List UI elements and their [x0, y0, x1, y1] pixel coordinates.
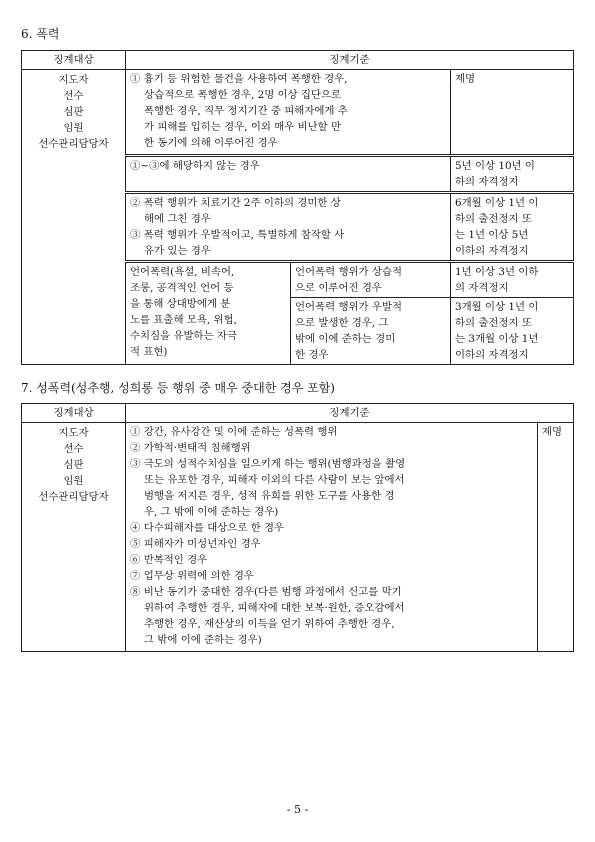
penalty-cell	[451, 262, 574, 298]
penalty-line: 이하의 자격정지	[455, 245, 529, 257]
criteria-line: ①~③에 해당하지 않는 경우	[130, 160, 260, 172]
criteria-line: 우, 그 밖에 이에 준하는 경우)	[144, 506, 279, 518]
criteria-cell	[126, 70, 451, 156]
criteria-line: 또는 유포한 경우, 피해자 이외의 다른 사람이 보는 앞에서	[144, 474, 405, 486]
sexual-violence-table	[21, 403, 574, 652]
section-7-heading: 7. 성폭력(성추행, 성희롱 등 행위 중 매우 중대한 경우 포함)	[21, 381, 335, 395]
criteria-line: ⑧ 비난 동기가 중대한 경우(다른 범행 과정에서 신고를 막기	[130, 586, 402, 598]
penalty-line: 의 자격정지	[455, 282, 509, 294]
criteria-line: 으로 발생한 경우, 그	[295, 317, 389, 329]
header-target: 징계대상	[22, 404, 126, 423]
page-number: - 5 -	[286, 803, 309, 816]
header-criteria: 징계기준	[126, 404, 574, 423]
target-item: 선수관리담당자	[38, 138, 109, 150]
violence-header-row	[22, 51, 574, 70]
penalty-line: 6개월 이상 1년 이	[455, 197, 539, 209]
criteria-line: ③ 극도의 성적수치심을 일으키게 하는 행위(범행과정을 촬영	[130, 458, 406, 470]
criteria-line: 밖에 이에 준하는 경미	[295, 333, 396, 345]
criteria-line: ④ 다수피해자를 대상으로 한 경우	[130, 522, 285, 534]
criteria-line: ② 가학적·변태적 침해행위	[130, 442, 251, 454]
penalty-cell	[451, 156, 574, 193]
target-item: 심판	[63, 459, 84, 471]
criteria-line: ⑥ 반복적인 경우	[130, 554, 208, 566]
target-item: 선수	[63, 90, 84, 102]
penalty-line: 이하의 자격정지	[455, 349, 529, 361]
target-item: 지도자	[58, 74, 89, 86]
criteria-cell	[126, 193, 451, 262]
criteria-line: ③ 폭력 행위가 우발적이고, 특별하게 참작할 사	[130, 229, 345, 241]
violence-table	[21, 50, 574, 365]
criteria-cell	[291, 262, 451, 298]
criteria-line: ⑦ 업무상 위력에 의한 경우	[130, 570, 254, 582]
verbal-line: 수치심을 유발하는 자극	[130, 330, 237, 342]
penalty-line: 하의 자격정지	[455, 176, 519, 188]
sexual-violence-header-row	[22, 404, 574, 423]
sexual-violence-targets-cell	[22, 423, 126, 652]
section-6-heading: 6. 폭력	[21, 27, 60, 41]
target-item: 심판	[63, 106, 84, 118]
violence-targets-cell	[22, 70, 126, 365]
header-target: 징계대상	[22, 51, 126, 70]
target-item: 임원	[63, 122, 84, 134]
penalty-line: 는 3개월 이상 1년	[455, 333, 539, 345]
header-criteria: 징계기준	[126, 51, 574, 70]
criteria-line: 상습적으로 폭행한 경우, 2명 이상 집단으로	[144, 89, 342, 101]
verbal-line: 적 표현)	[130, 346, 168, 358]
verbal-line: 언어폭력(욕설, 비속어,	[130, 266, 235, 278]
penalty-cell	[451, 193, 574, 262]
penalty-line: 5년 이상 10년 이	[455, 160, 535, 172]
violence-row-1	[22, 70, 574, 156]
verbal-line: 을 통해 상대방에게 분	[130, 298, 231, 310]
penalty-line: 1년 이상 3년 이하	[455, 266, 539, 278]
penalty-line: 3개월 이상 1년 이	[455, 301, 539, 313]
target-item: 임원	[63, 475, 84, 487]
verbal-line: 조롱, 공격적인 언어 등	[130, 282, 234, 294]
criteria-line: 언어폭력 행위가 상습적	[295, 266, 402, 278]
verbal-violence-cell	[126, 262, 291, 365]
penalty-cell	[451, 298, 574, 365]
criteria-line: 유가 있는 경우	[144, 245, 211, 257]
criteria-line: 그 밖에 이에 준하는 경우)	[144, 634, 262, 646]
penalty-line: 하의 출전정지 또	[455, 213, 532, 225]
sexual-violence-row	[22, 423, 574, 652]
criteria-line: 언어폭력 행위가 우발적	[295, 301, 402, 313]
criteria-line: ① 강간, 유사강간 및 이에 준하는 성폭력 행위	[130, 426, 338, 438]
sexual-violence-criteria-cell	[126, 423, 538, 652]
criteria-line: ① 흉기 등 위험한 물건을 사용하여 폭행한 경우,	[130, 73, 348, 85]
penalty-line: 는 1년 이상 5년	[455, 229, 529, 241]
verbal-line: 노를 표출해 모욕, 위협,	[130, 314, 237, 326]
criteria-line: ② 폭력 행위가 치료기간 2주 이하의 경미한 상	[130, 197, 341, 209]
target-item: 선수관리담당자	[38, 491, 109, 503]
criteria-line: 으로 이루어진 경우	[295, 282, 382, 294]
criteria-line: 폭행한 경우, 직무 정지기간 중 피해자에게 추	[144, 105, 348, 117]
criteria-line: 한 경우	[295, 349, 329, 361]
penalty-cell: 제명	[451, 70, 574, 156]
penalty-cell: 제명	[538, 423, 574, 652]
criteria-line: 추행한 경우, 재산상의 이득을 얻기 위하여 추행한 경우,	[144, 618, 395, 630]
criteria-line: 한 동기에 의해 이루어진 경우	[144, 137, 278, 149]
criteria-line: 가 피해를 입히는 경우, 이외 매우 비난할 만	[144, 121, 342, 133]
target-item: 지도자	[58, 427, 89, 439]
criteria-line: 위하여 추행한 경우, 피해자에 대한 보복·원한, 증오감에서	[144, 602, 405, 614]
penalty-line: 하의 출전정지 또	[455, 317, 532, 329]
target-item: 선수	[63, 443, 84, 455]
criteria-cell	[126, 156, 451, 193]
criteria-line: 해에 그친 경우	[144, 213, 211, 225]
criteria-line: ⑤ 피해자가 미성년자인 경우	[130, 538, 261, 550]
criteria-cell	[291, 298, 451, 365]
criteria-line: 범행을 저지른 경우, 성적 유희를 위한 도구를 사용한 경	[144, 490, 395, 502]
